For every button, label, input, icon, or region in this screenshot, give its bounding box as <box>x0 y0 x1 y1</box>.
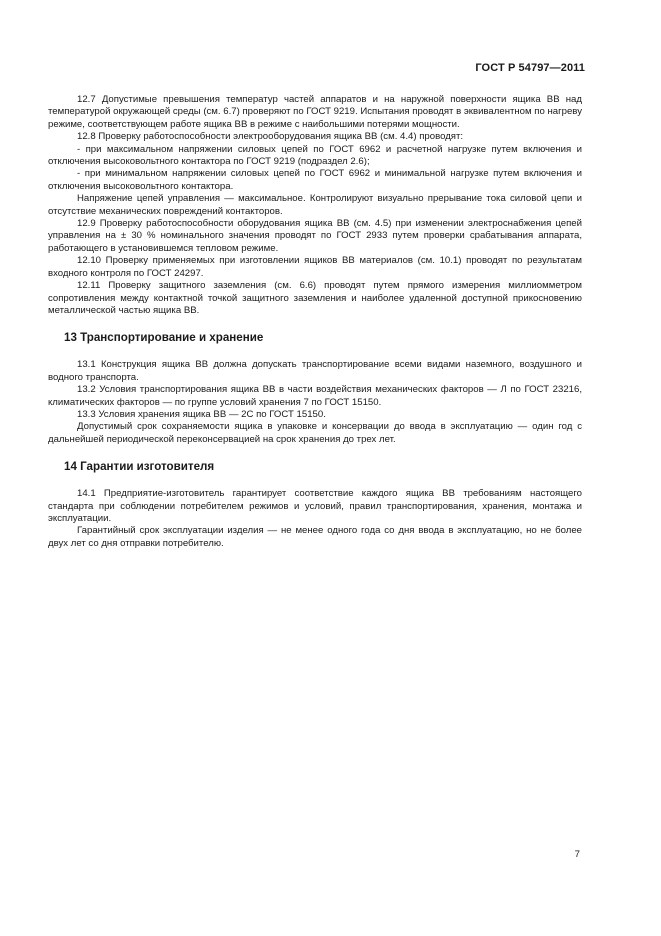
section-13-body <box>48 359 582 446</box>
paragraph-12-8: 12.8 Проверку работоспособности электрооборудования ящика ВВ (см. 4.4) проводят: <box>77 131 464 143</box>
paragraph-12-10: 12.10 Проверку применяемых при изготовлении ящиков ВВ материалов (см. 10.1) проводят по результатам входного контроля по ГОСТ 24297. <box>48 255 582 279</box>
list-item-max-voltage: - при максимальном напряжении силовых цепей по ГОСТ 6962 и расчетной нагрузке путем включения и отключения высоковольтного контактора по ГОСТ 9219 (подраздел 2.6); <box>48 143 582 168</box>
paragraph-14-1: 14.1 Предприятие-изготовитель гарантирует соответствие каждого ящика ВВ требованиям настоящего стандарта при соблюдении потребителем режимов и условий, правил транспортирования, хранения, монтажа и эксплуатации. <box>48 488 582 524</box>
paragraph-warranty-period: Гарантийный срок эксплуатации изделия — не менее одного года со дня ввода в эксплуатацию, но не более двух лет со дня отправки потребителю. <box>48 525 582 549</box>
paragraph-12-9: 12.9 Проверку работоспособности оборудования ящика ВВ (см. 4.5) при изменении электроснабжения цепей управления на ± 30 % номинального значения проводят по ГОСТ 2933 путем проверки срабатывания аппарата, работающего в установившемся тепловом режиме. <box>48 218 582 254</box>
list-item-min-voltage: - при минимальном напряжении силовых цепей по ГОСТ 6962 и минимальной нагрузке путем включения и отключения высоковольтного контактора. <box>48 168 582 192</box>
section-13-heading: 13 Транспортирование и хранение <box>64 331 264 345</box>
paragraph-13-3: 13.3 Условия хранения ящика ВВ — 2С по ГОСТ 15150. <box>77 408 326 420</box>
section-14-body <box>48 488 582 550</box>
document-header: ГОСТ Р 54797—2011 <box>475 62 585 74</box>
paragraph-control-voltage: Напряжение цепей управления — максимальное. Контролируют визуально прерывание тока силовой цепи и отсутствие механических повреждений контакторов. <box>48 193 582 217</box>
page-body <box>48 94 582 550</box>
section-14-heading: 14 Гарантии изготовителя <box>64 460 215 474</box>
paragraph-12-7: 12.7 Допустимые превышения температур частей аппаратов и на наружной поверхности ящика ВВ над температурой окружающей среды (см. 6.7) проверяют по ГОСТ 9219. Испытания проводят в эквивалентном по нагреву режиме, соответствующем работе ящика ВВ в режиме с наибольшими потерями мощности. <box>48 94 582 130</box>
paragraph-13-1: 13.1 Конструкция ящика ВВ должна допускать транспортирование всеми видами наземного, воздушного и водного транспорта. <box>48 359 582 383</box>
page-number: 7 <box>574 849 580 860</box>
paragraph-12-11: 12.11 Проверку защитного заземления (см. 6.6) проводят путем прямого измерения миллиомметром сопротивления между контактной точкой защитного заземления и наиболее удаленной доступной прикосновению металлической частью ящика ВВ. <box>48 280 582 316</box>
section-12-continuation <box>48 94 582 317</box>
paragraph-shelf-life: Допустимый срок сохраняемости ящика в упаковке и консервации до ввода в эксплуатацию — один год с дальнейшей периодической переконсервацией на срок хранения до трех лет. <box>48 421 582 445</box>
paragraph-13-2: 13.2 Условия транспортирования ящика ВВ в части воздействия механических факторов — Л по ГОСТ 23216, климатических факторов — по группе условий хранения 7 по ГОСТ 15150. <box>48 384 582 408</box>
